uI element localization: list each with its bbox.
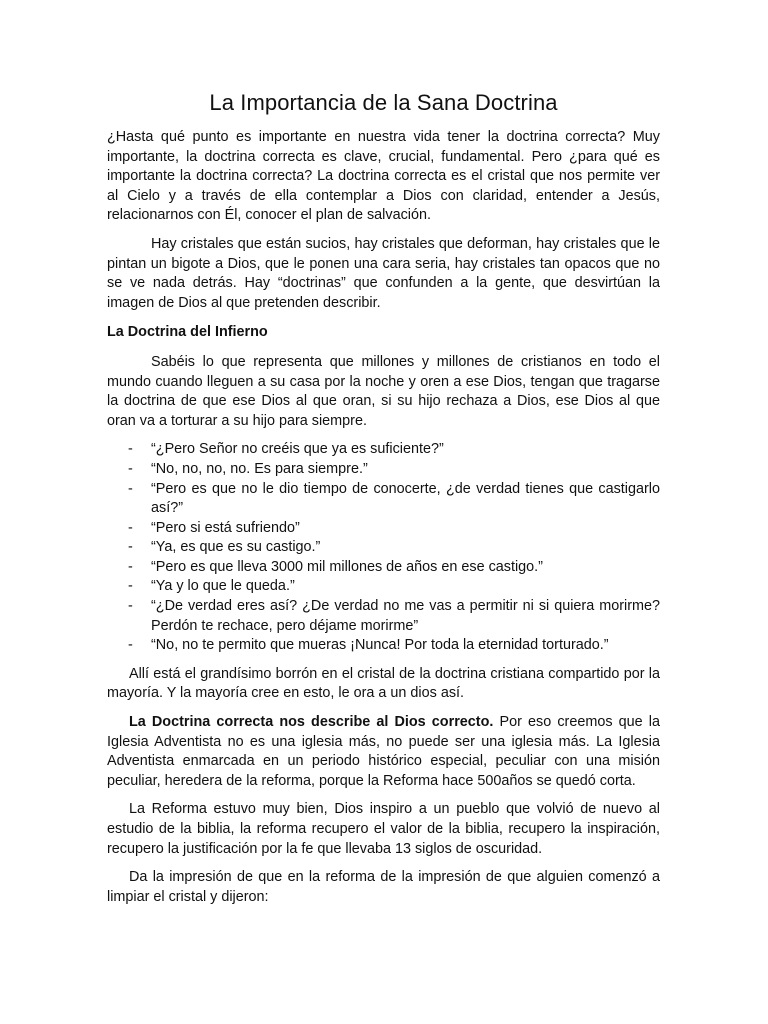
list-marker: - <box>128 480 133 497</box>
list-item-text: “No, no te permito que mueras ¡Nunca! Por toda la eternidad torturado.” <box>151 637 609 654</box>
reform-paragraph: La Reforma estuvo muy bien, Dios inspiro a un pueblo que volvió de nuevo al estudio de la biblia, la reforma recupero el valor de la biblia, recupero la inspiración, recupero la justificación por la fe que llevaba 13 siglos de oscuridad. <box>107 801 660 857</box>
list-item <box>107 636 660 656</box>
correct-doctrine-paragraph <box>107 713 660 791</box>
list-item <box>107 577 660 597</box>
list-item <box>107 460 660 480</box>
intro-paragraph-2: Hay cristales que están sucios, hay cristales que deforman, hay cristales que le pintan un bigote a Dios, que le ponen una cara seria, hay cristales tan opacos que no se ve nada detrás. Hay “doctrinas” que confunden a la gente, que desvirtúan la imagen de Dios al que pretenden describir. <box>107 235 660 311</box>
list-item <box>107 519 660 539</box>
section-heading: La Doctrina del Infierno <box>107 324 268 341</box>
list-item <box>107 538 660 558</box>
intro-paragraph-1: ¿Hasta qué punto es importante en nuestra vida tener la doctrina correcta? Muy importante, la doctrina correcta es clave, crucial, fundamental. Pero ¿para qué es importante la doctrina correcta? La doctrina correcta es el cristal que nos permite ver al Cielo y a través de ella contemplar a Dios con claridad, entender a Jesús, relacionarnos con Él, conocer el plan de salvación. <box>107 129 660 224</box>
list-marker: - <box>128 539 133 556</box>
list-item-text: “¿Pero Señor no creéis que ya es suficiente?” <box>151 441 444 458</box>
list-item-text: “Ya y lo que le queda.” <box>151 578 295 595</box>
list-item-text: “Pero es que lleva 3000 mil millones de años en ese castigo.” <box>151 558 543 575</box>
list-marker: - <box>128 519 133 536</box>
list-item-text: “No, no, no, no. Es para siempre.” <box>151 460 368 477</box>
list-item <box>107 558 660 578</box>
list-marker: - <box>128 558 133 575</box>
list-marker: - <box>128 598 133 615</box>
section-paragraph: Sabéis lo que representa que millones y millones de cristianos en todo el mundo cuando lleguen a su casa por la noche y oren a ese Dios, tengan que tragarse la doctrina de que ese Dios al que oran, si su hijo rechaza a Dios, ese Dios al que oran va a torturar a su hijo para siempre. <box>107 353 660 429</box>
closing-paragraph: Da la impresión de que en la reforma de la impresión de que alguien comenzó a limpiar el cristal y dijeron: <box>107 869 660 905</box>
list-marker: - <box>128 637 133 654</box>
correct-doctrine-rest: Por eso creemos que la Iglesia Adventista no es una iglesia más, no puede ser una iglesia más. La Iglesia Adventista enmarcada en un periodo histórico especial, peculiar con una misión peculiar, heredera de la reforma, porque la Reforma hace 500años se quedó corta. <box>107 714 661 789</box>
list-item <box>107 597 660 636</box>
list-marker: - <box>128 578 133 595</box>
list-marker: - <box>128 441 133 458</box>
list-item-text: “Pero es que no le dio tiempo de conocerte, ¿de verdad tienes que castigarlo así?” <box>151 480 660 517</box>
after-list-paragraph: Allí está el grandísimo borrón en el cristal de la doctrina cristiana compartido por la mayoría. Y la mayoría cree en esto, le ora a un dios así. <box>107 665 660 702</box>
list-item-text: “Pero si está sufriendo” <box>151 519 300 536</box>
list-item <box>107 440 660 460</box>
list-item-text: “¿De verdad eres así? ¿De verdad no me vas a permitir ni si quiera morirme? Perdón te rechace, pero déjame morirme” <box>151 598 660 634</box>
list-item-text: “Ya, es que es su castigo.” <box>151 539 321 556</box>
dialogue-list <box>107 440 660 656</box>
list-marker: - <box>128 460 133 477</box>
document-title: La Importancia de la Sana Doctrina <box>209 90 558 115</box>
list-item <box>107 480 660 519</box>
correct-doctrine-lead: La Doctrina correcta nos describe al Dios correcto. <box>129 714 494 731</box>
